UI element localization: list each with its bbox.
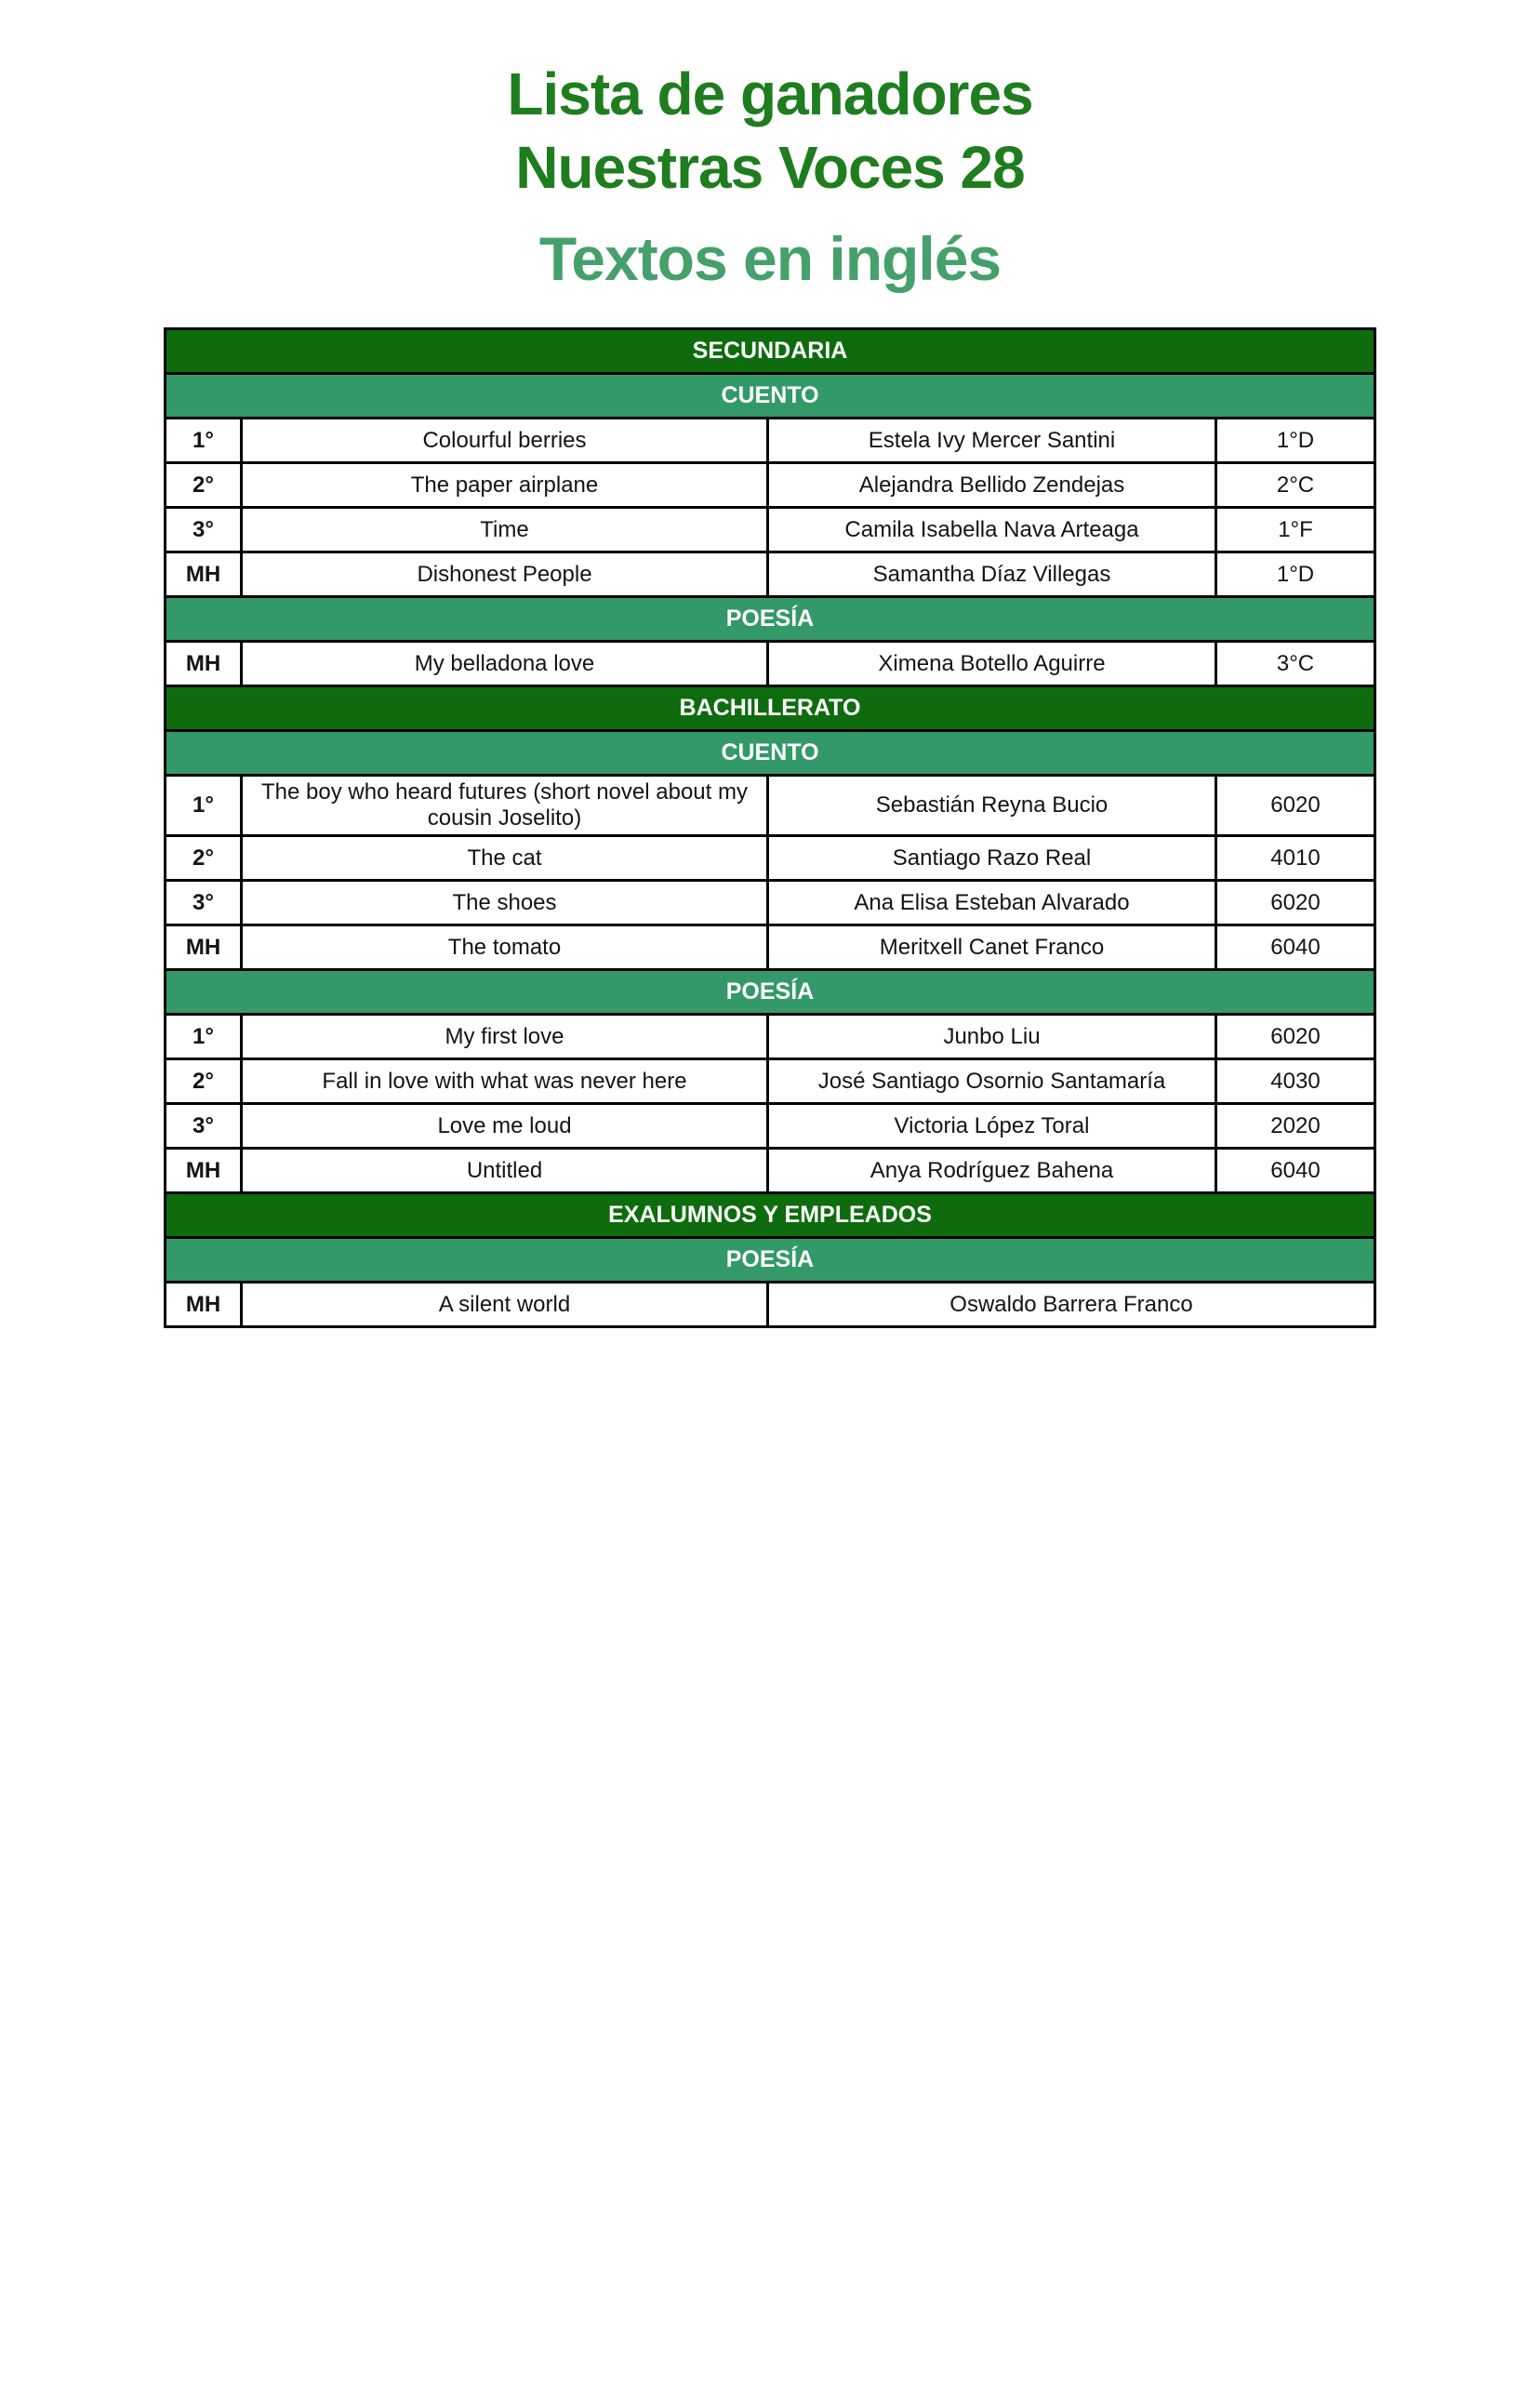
group-cell: 6020 xyxy=(1216,881,1375,925)
group-cell: 2°C xyxy=(1216,463,1375,508)
winner-row xyxy=(166,463,1375,508)
group-cell: 1°F xyxy=(1216,508,1375,552)
rank-cell: 1° xyxy=(166,419,242,463)
winner-row xyxy=(166,881,1375,925)
page-subtitle: Textos en inglés xyxy=(538,224,1002,293)
group-band-label: POESÍA xyxy=(166,597,1375,642)
author-cell: Anya Rodríguez Bahena xyxy=(768,1149,1216,1193)
group-band-row xyxy=(166,1238,1375,1283)
group-band-row xyxy=(166,731,1375,776)
rank-cell: 3° xyxy=(166,508,242,552)
section-band-label: BACHILLERATO xyxy=(166,686,1375,731)
section-band-label: EXALUMNOS Y EMPLEADOS xyxy=(166,1193,1375,1238)
winner-row xyxy=(166,1149,1375,1193)
section-band-row xyxy=(166,329,1375,374)
page-title xyxy=(0,0,1540,292)
author-cell: José Santiago Osornio Santamaría xyxy=(768,1059,1216,1104)
work-title-cell: The cat xyxy=(242,836,768,881)
group-band-label: POESÍA xyxy=(166,970,1375,1015)
work-title-cell: Untitled xyxy=(242,1149,768,1193)
group-cell: 6020 xyxy=(1216,776,1375,836)
group-band-label: CUENTO xyxy=(166,731,1375,776)
rank-cell: MH xyxy=(166,1283,242,1327)
rank-cell: 2° xyxy=(166,1059,242,1104)
rank-cell: MH xyxy=(166,1149,242,1193)
work-title-cell: The paper airplane xyxy=(242,463,768,508)
title-line-2: Nuestras Voces 28 xyxy=(515,134,1025,201)
rank-cell: 1° xyxy=(166,776,242,836)
work-title-cell: Colourful berries xyxy=(242,419,768,463)
section-band-row xyxy=(166,1193,1375,1238)
section-band-label: SECUNDARIA xyxy=(166,329,1375,374)
author-cell: Sebastián Reyna Bucio xyxy=(768,776,1216,836)
rank-cell: 3° xyxy=(166,881,242,925)
group-band-label: POESÍA xyxy=(166,1238,1375,1283)
rank-cell: MH xyxy=(166,925,242,970)
author-cell: Oswaldo Barrera Franco xyxy=(768,1283,1375,1327)
work-title-cell: The tomato xyxy=(242,925,768,970)
work-title-cell: Love me loud xyxy=(242,1104,768,1149)
winner-row xyxy=(166,419,1375,463)
group-cell: 6040 xyxy=(1216,925,1375,970)
author-cell: Ximena Botello Aguirre xyxy=(768,642,1216,686)
winner-row xyxy=(166,508,1375,552)
rank-cell: 2° xyxy=(166,463,242,508)
group-cell: 3°C xyxy=(1216,642,1375,686)
work-title-cell: Time xyxy=(242,508,768,552)
winner-row xyxy=(166,1015,1375,1059)
group-cell: 2020 xyxy=(1216,1104,1375,1149)
rank-cell: 2° xyxy=(166,836,242,881)
author-cell: Camila Isabella Nava Arteaga xyxy=(768,508,1216,552)
group-cell: 6020 xyxy=(1216,1015,1375,1059)
work-title-cell: Fall in love with what was never here xyxy=(242,1059,768,1104)
winner-row xyxy=(166,1104,1375,1149)
section-band-row xyxy=(166,686,1375,731)
winner-row xyxy=(166,776,1375,836)
group-cell: 6040 xyxy=(1216,1149,1375,1193)
author-cell: Victoria López Toral xyxy=(768,1104,1216,1149)
author-cell: Estela Ivy Mercer Santini xyxy=(768,419,1216,463)
work-title-cell: The boy who heard futures (short novel about my cousin Joselito) xyxy=(242,776,768,836)
group-cell: 1°D xyxy=(1216,419,1375,463)
rank-cell: 1° xyxy=(166,1015,242,1059)
author-cell: Alejandra Bellido Zendejas xyxy=(768,463,1216,508)
winners-table xyxy=(164,327,1376,1328)
group-band-row xyxy=(166,597,1375,642)
winner-row xyxy=(166,642,1375,686)
work-title-cell: Dishonest People xyxy=(242,552,768,597)
group-cell: 4030 xyxy=(1216,1059,1375,1104)
author-cell: Junbo Liu xyxy=(768,1015,1216,1059)
work-title-cell: The shoes xyxy=(242,881,768,925)
group-band-label: CUENTO xyxy=(166,374,1375,419)
author-cell: Ana Elisa Esteban Alvarado xyxy=(768,881,1216,925)
group-band-row xyxy=(166,970,1375,1015)
winner-row xyxy=(166,836,1375,881)
rank-cell: 3° xyxy=(166,1104,242,1149)
winner-row xyxy=(166,1283,1375,1327)
rank-cell: MH xyxy=(166,642,242,686)
author-cell: Samantha Díaz Villegas xyxy=(768,552,1216,597)
work-title-cell: My belladona love xyxy=(242,642,768,686)
group-cell: 1°D xyxy=(1216,552,1375,597)
rank-cell: MH xyxy=(166,552,242,597)
work-title-cell: A silent world xyxy=(242,1283,768,1327)
title-line-1: Lista de ganadores xyxy=(507,60,1033,127)
group-cell: 4010 xyxy=(1216,836,1375,881)
winner-row xyxy=(166,925,1375,970)
author-cell: Santiago Razo Real xyxy=(768,836,1216,881)
winner-row xyxy=(166,1059,1375,1104)
work-title-cell: My first love xyxy=(242,1015,768,1059)
author-cell: Meritxell Canet Franco xyxy=(768,925,1216,970)
winner-row xyxy=(166,552,1375,597)
group-band-row xyxy=(166,374,1375,419)
